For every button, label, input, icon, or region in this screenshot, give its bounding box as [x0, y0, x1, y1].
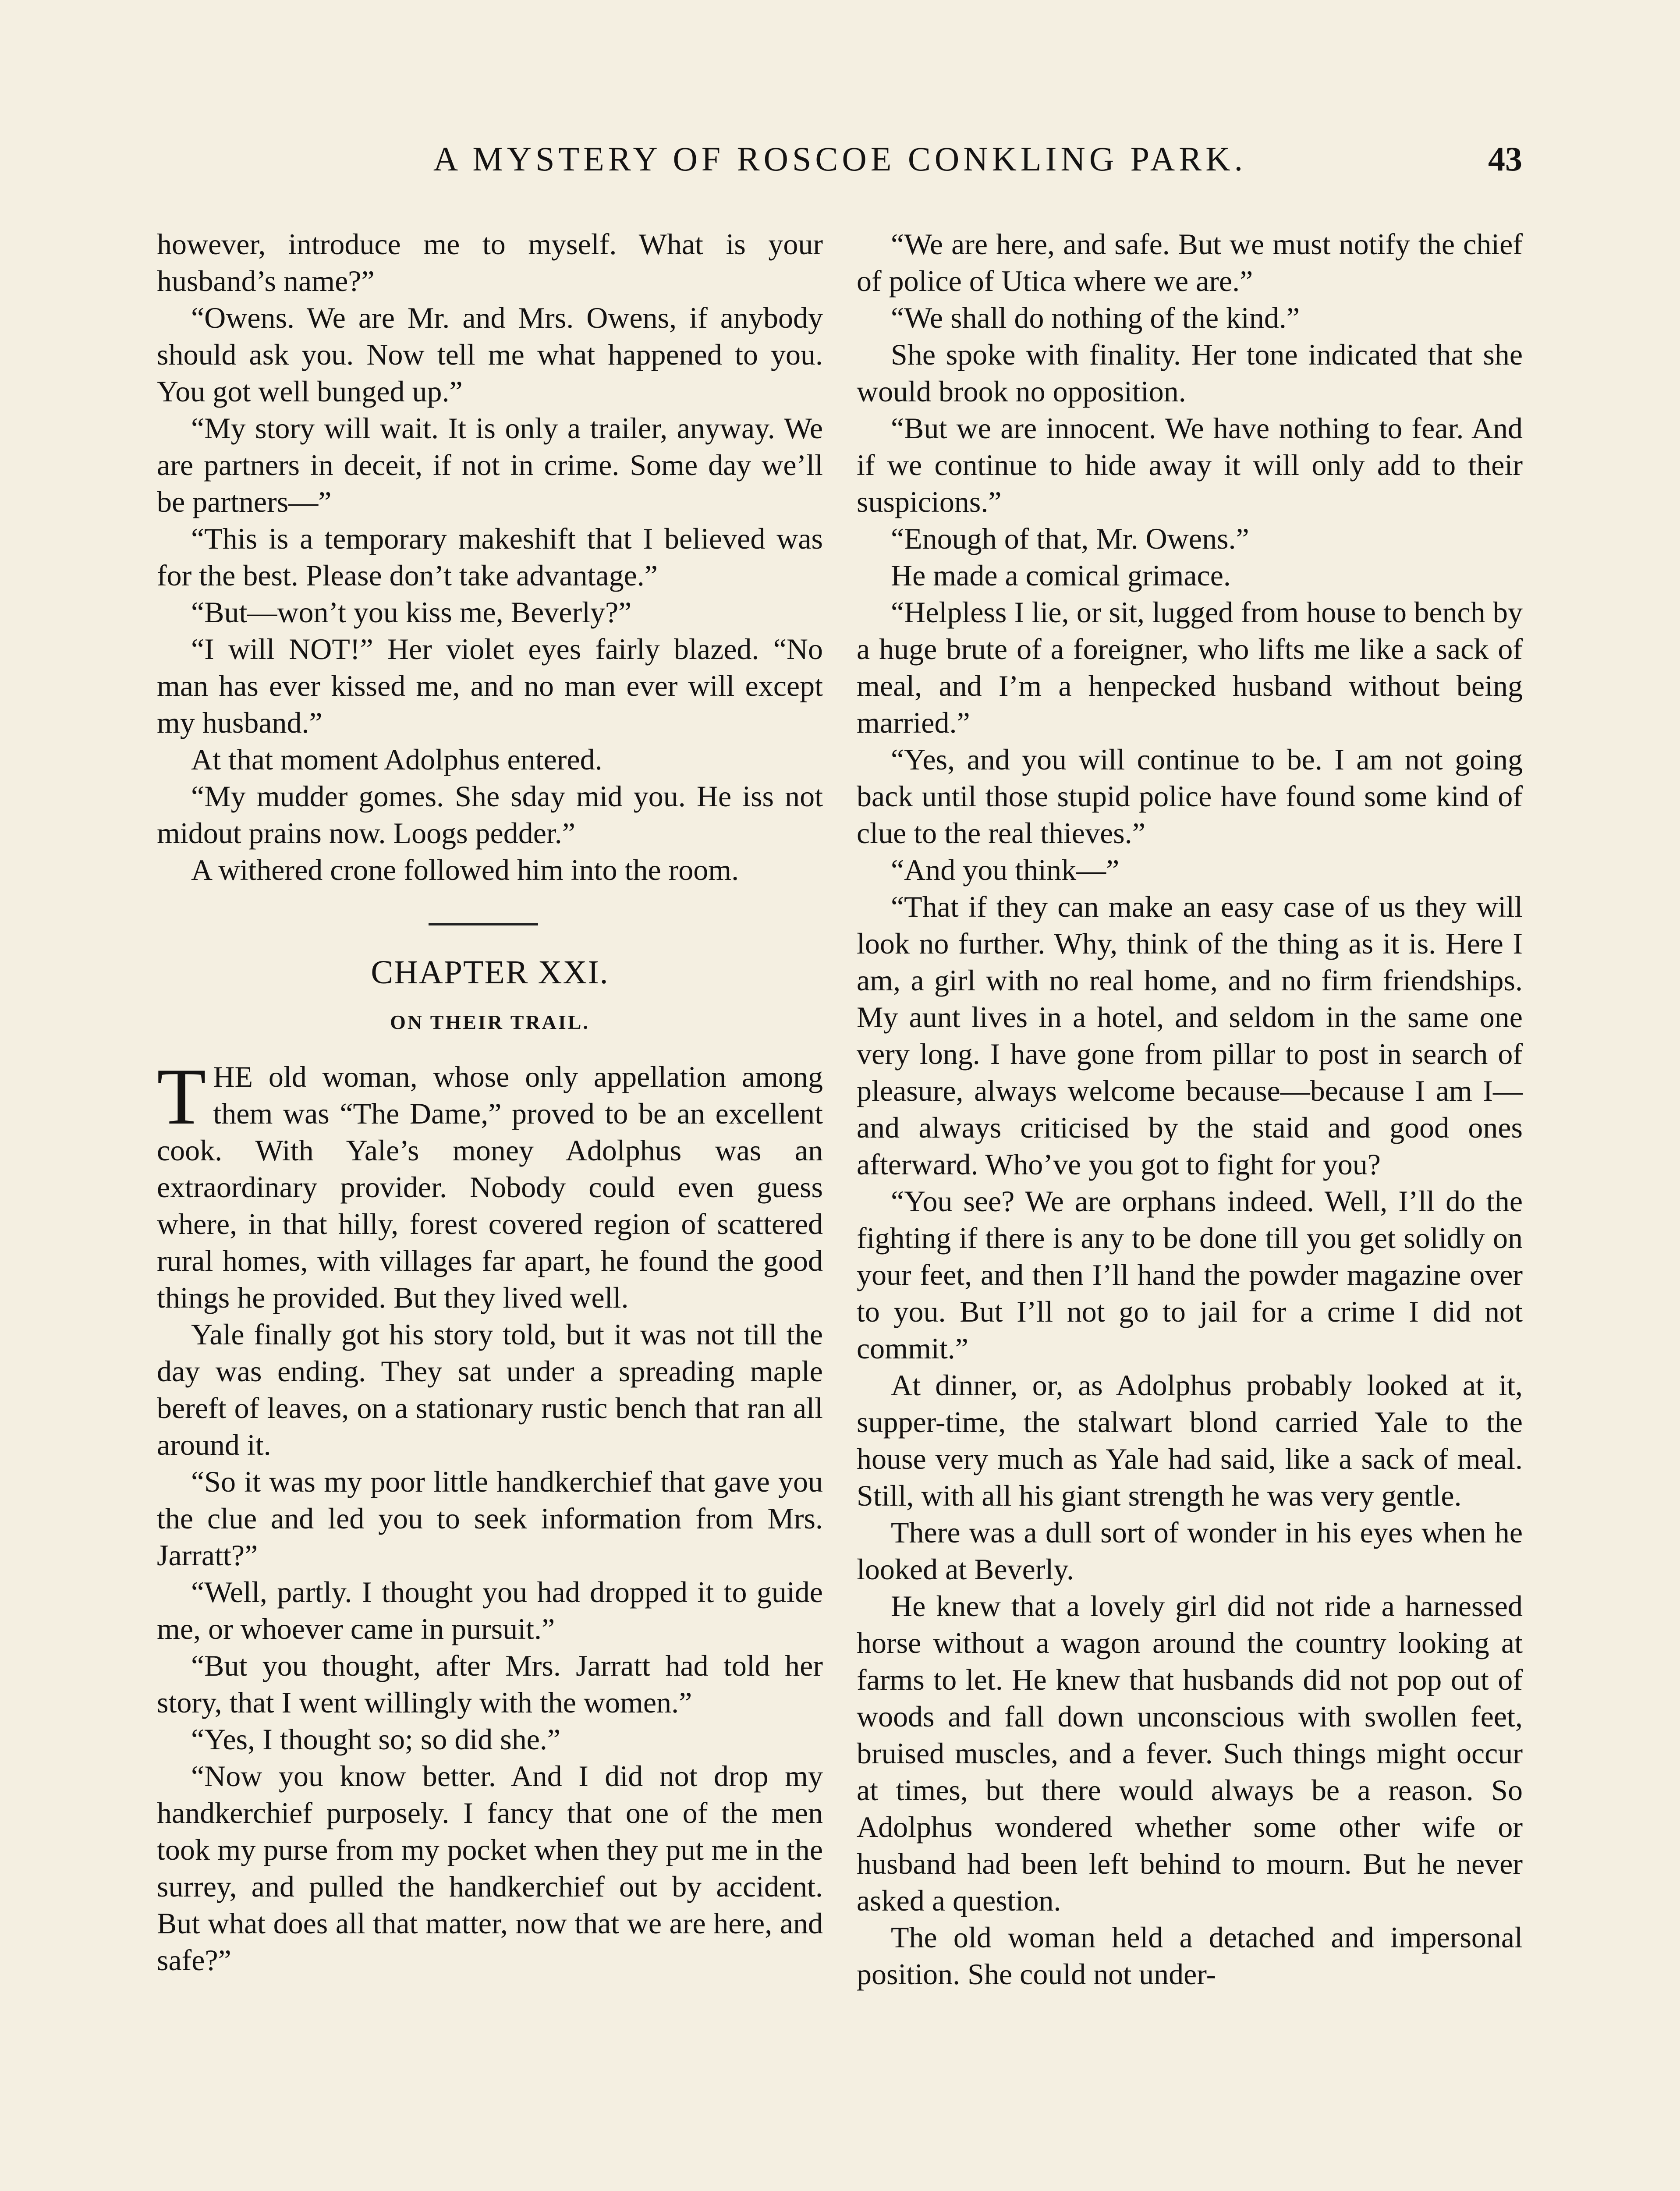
paragraph: “But you thought, after Mrs. Jarratt had told her story, that I went willingly with the women.”: [157, 1649, 823, 1719]
paragraph: “We are here, and safe. But we must notify the chief of police of Utica where we are.”: [857, 227, 1523, 298]
paragraph: “You see? We are orphans indeed. Well, I’ll do the fighting if there is any to be done till you get solidly on your feet, and then I’ll hand the powder magazine over to you. But I’ll not go to jail for a crime I did not commit.”: [857, 1184, 1523, 1365]
chapter-opening-paragraph: [157, 1052, 823, 1316]
paragraph: “We shall do nothing of the kind.”: [891, 301, 1300, 334]
opening-text: HE old woman, whose only appellation among them was “The Dame,” proved to be an excellent cook. With Yale’s money Adolphus was an extraordinary provider. Nobody could even guess where, in that hilly, forest covered region of scattered rural homes, with villages far apart, he found the good things he provided. But they lived well.: [157, 1060, 823, 1314]
paragraph: “My mudder gomes. She sday mid you. He iss not midout prains now. Loogs pedder.”: [157, 780, 823, 850]
paragraph: “That if they can make an easy case of us they will look no further. Why, think of the thing as it is. Here I am, a girl with no real home, and no firm friendships. My aunt lives in a hotel, and seldom in the same one very long. I have gone from pillar to post in search of pleasure, always welcome because—because I am I—and always criticised by the staid and good ones afterward. Who’ve you got to fight for you?: [857, 890, 1523, 1181]
drop-cap: T: [157, 1052, 206, 1141]
paragraph: “My story will wait. It is only a trailer, anyway. We are partners in deceit, if not in crime. Some day we’ll be partners—”: [157, 411, 823, 518]
paragraph: “Now you know better. And I did not drop my handkerchief purposely. I fancy that one of the men took my purse from my pocket when they put me in the surrey, and pulled the handkerchief out by accident. But what does all that matter, now that we are here, and safe?”: [157, 1759, 823, 1977]
chapter-subtitle: ON THEIR TRAIL.: [390, 1011, 590, 1033]
paragraph: At dinner, or, as Adolphus probably looked at it, supper-time, the stalwart blond carried Yale to the house very much as Yale had said, like a sack of meal. Still, with all his giant strength he was very gentle.: [857, 1368, 1523, 1512]
section-divider: [157, 888, 823, 936]
right-column: [857, 226, 1523, 1992]
paragraph: “Helpless I lie, or sit, lugged from house to bench by a huge brute of a foreigner, who lifts me like a sack of meal, and I’m a henpecked husband without being married.”: [857, 596, 1523, 739]
paragraph: “But we are innocent. We have nothing to fear. And if we continue to hide away it will only add to their suspicions.”: [857, 411, 1523, 518]
paragraph: “And you think—”: [891, 853, 1120, 886]
page-header: [158, 139, 1522, 192]
paragraph: He knew that a lovely girl did not ride a harnessed horse without a wagon around the country looking at farms to let. He knew that husbands did not pop out of woods and fall down unconscious with swollen feet, bruised muscles, and a fever. Such things might occur at times, but there would always be a reason. So Adolphus wondered whether some other wife or husband had been left behind to mourn. But he never asked a question.: [857, 1589, 1523, 1917]
paragraph: Yale finally got his story told, but it was not till the day was ending. They sat under a spreading maple bereft of leaves, on a stationary rustic bench that ran all around it.: [157, 1318, 823, 1461]
paragraph: He made a comical grimace.: [891, 559, 1231, 592]
paragraph: “So it was my poor little handkerchief that gave you the clue and led you to seek information from Mrs. Jarratt?”: [157, 1465, 823, 1572]
paragraph: “Yes, and you will continue to be. I am not going back until those stupid police have found some kind of clue to the real thieves.”: [857, 743, 1523, 850]
paragraph: however, introduce me to myself. What is your husband’s name?”: [157, 227, 823, 298]
paragraph: “But—won’t you kiss me, Beverly?”: [191, 596, 632, 629]
paragraph: “This is a temporary makeshift that I believed was for the best. Please don’t take advantage.”: [157, 522, 823, 592]
paragraph: The old woman held a detached and impersonal position. She could not under-: [857, 1921, 1523, 1991]
paragraph: “Yes, I thought so; so did she.”: [191, 1723, 561, 1756]
page-number: 43: [1488, 140, 1522, 178]
paragraph: She spoke with finality. Her tone indicated that she would brook no opposition.: [857, 338, 1523, 408]
running-title: A MYSTERY OF ROSCOE CONKLING PARK.: [433, 140, 1247, 178]
left-column: [157, 226, 823, 1978]
paragraph: A withered crone followed him into the room.: [191, 853, 739, 886]
chapter-title: CHAPTER XXI.: [371, 954, 609, 991]
paragraph: There was a dull sort of wonder in his eyes when he looked at Beverly.: [857, 1516, 1523, 1586]
paragraph: “Enough of that, Mr. Owens.”: [891, 522, 1249, 555]
paragraph: At that moment Adolphus entered.: [191, 743, 603, 776]
paragraph: “Well, partly. I thought you had dropped it to guide me, or whoever came in pursuit.”: [157, 1575, 823, 1645]
paragraph: “I will NOT!” Her violet eyes fairly blazed. “No man has ever kissed me, and no man ever will except my husband.”: [157, 632, 823, 739]
paragraph: “Owens. We are Mr. and Mrs. Owens, if anybody should ask you. Now tell me what happened to you. You got well bunged up.”: [157, 301, 823, 408]
